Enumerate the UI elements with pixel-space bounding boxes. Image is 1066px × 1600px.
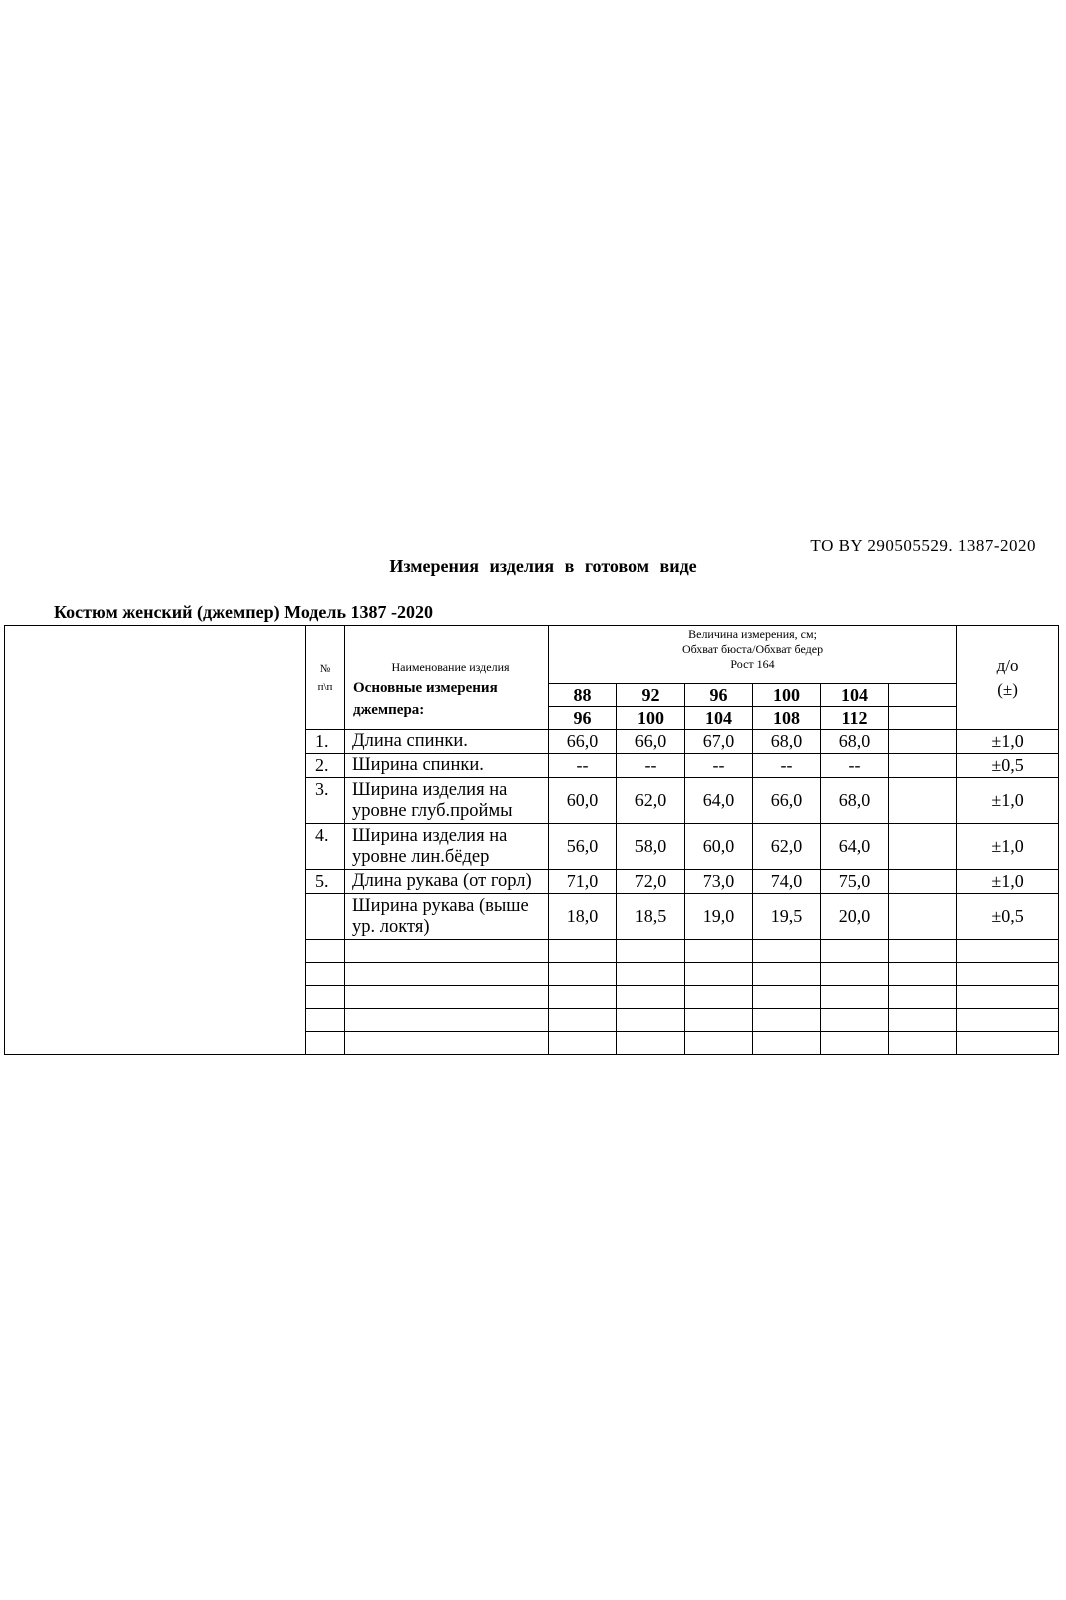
header-row-group — [5, 626, 1059, 684]
measurement-value: 74,0 — [753, 870, 821, 894]
measurement-name: Ширина рукава (выше ур. локтя) — [345, 894, 549, 940]
measurement-value — [889, 986, 957, 1009]
measurement-value — [753, 940, 821, 963]
header-name-caption: Наименование изделия — [391, 660, 510, 675]
measurement-value — [685, 1008, 753, 1031]
measurement-value — [685, 940, 753, 963]
measurement-value: 18,0 — [549, 894, 617, 940]
model-title: Костюм женский (джемпер) Модель 1387 -2020 — [54, 602, 434, 622]
header-name-main-2: джемпера: — [353, 702, 425, 719]
header-tolerance-line-2: (±) — [997, 679, 1018, 699]
measurement-value — [821, 963, 889, 986]
size-bust-cell: 88 — [549, 684, 617, 707]
row-number: 2. — [306, 754, 345, 778]
measurement-value — [753, 986, 821, 1009]
tolerance-value — [957, 1031, 1059, 1054]
measurement-value: 64,0 — [821, 824, 889, 870]
measurement-value: 67,0 — [685, 730, 753, 754]
measurement-value — [685, 986, 753, 1009]
measurement-value — [889, 730, 957, 754]
measurement-value — [617, 986, 685, 1009]
measurement-value — [617, 1008, 685, 1031]
measurement-value — [821, 1031, 889, 1054]
measurement-value — [685, 963, 753, 986]
tolerance-value: ±0,5 — [957, 894, 1059, 940]
measurement-value — [889, 963, 957, 986]
measurement-value: 19,0 — [685, 894, 753, 940]
measurement-value: 73,0 — [685, 870, 753, 894]
measurement-value — [549, 1008, 617, 1031]
header-name — [345, 626, 549, 730]
measurement-name — [345, 940, 549, 963]
measurement-name: Ширина спинки. — [345, 754, 549, 778]
row-number: 1. — [306, 730, 345, 754]
row-number — [306, 940, 345, 963]
measurement-name: Длина рукава (от горл) — [345, 870, 549, 894]
row-number — [306, 963, 345, 986]
measurement-value: 19,5 — [753, 894, 821, 940]
header-num-line-2: п\п — [317, 680, 333, 693]
size-hips-cell: 96 — [549, 707, 617, 730]
measurement-value — [753, 1031, 821, 1054]
tolerance-value — [957, 963, 1059, 986]
measurement-value: 66,0 — [617, 730, 685, 754]
measurement-value: 68,0 — [821, 778, 889, 824]
measurement-value — [889, 1008, 957, 1031]
header-measurement-group — [549, 626, 957, 684]
measurement-value: 66,0 — [549, 730, 617, 754]
measurement-value: -- — [821, 754, 889, 778]
header-tolerance — [957, 626, 1059, 730]
measurement-value: -- — [617, 754, 685, 778]
header-group-line-1: Величина измерения, см; — [688, 627, 817, 641]
size-hips-cell: 108 — [753, 707, 821, 730]
size-hips-cell: 100 — [617, 707, 685, 730]
measurement-name — [345, 986, 549, 1009]
measurement-value: 68,0 — [753, 730, 821, 754]
row-number — [306, 986, 345, 1009]
measurement-value — [889, 1031, 957, 1054]
document-title: Измерения изделия в готовом виде — [389, 556, 697, 576]
measurement-value: 18,5 — [617, 894, 685, 940]
header-group-line-3: Рост 164 — [730, 657, 775, 671]
measurement-value — [889, 894, 957, 940]
size-bust-cell: 104 — [821, 684, 889, 707]
row-number: 4. — [306, 824, 345, 870]
measurement-value: 56,0 — [549, 824, 617, 870]
standard-reference: ТО BY 290505529. 1387-2020 — [810, 536, 1036, 555]
measurement-value — [889, 778, 957, 824]
size-bust-cell: 92 — [617, 684, 685, 707]
measurement-value: 60,0 — [549, 778, 617, 824]
measurement-value: 62,0 — [617, 778, 685, 824]
header-tolerance-line-1: д/о — [996, 655, 1019, 675]
header-num — [306, 626, 345, 730]
measurement-value: 20,0 — [821, 894, 889, 940]
tolerance-value: ±1,0 — [957, 778, 1059, 824]
row-number — [306, 894, 345, 940]
measurement-value: 72,0 — [617, 870, 685, 894]
tolerance-value: ±1,0 — [957, 870, 1059, 894]
measurements-table — [4, 625, 1059, 1055]
measurement-name: Ширина изделия на уровне лин.бёдер — [345, 824, 549, 870]
measurement-value: -- — [549, 754, 617, 778]
tolerance-value — [957, 1008, 1059, 1031]
tolerance-value — [957, 986, 1059, 1009]
measurement-value: 71,0 — [549, 870, 617, 894]
header-name-main-1: Основные измерения — [353, 680, 498, 697]
measurement-name: Длина спинки. — [345, 730, 549, 754]
row-number — [306, 1008, 345, 1031]
measurement-value — [549, 963, 617, 986]
tolerance-value — [957, 940, 1059, 963]
measurement-value — [617, 940, 685, 963]
measurement-value — [617, 963, 685, 986]
size-hips-cell — [889, 707, 957, 730]
measurement-value: 58,0 — [617, 824, 685, 870]
measurement-value — [617, 1031, 685, 1054]
measurement-value — [889, 824, 957, 870]
size-bust-cell — [889, 684, 957, 707]
measurement-name — [345, 1008, 549, 1031]
measurement-value — [889, 870, 957, 894]
measurement-value — [821, 940, 889, 963]
measurement-name — [345, 963, 549, 986]
size-bust-cell: 96 — [685, 684, 753, 707]
measurement-value — [685, 1031, 753, 1054]
row-number: 3. — [306, 778, 345, 824]
measurement-value — [821, 1008, 889, 1031]
measurement-value: 64,0 — [685, 778, 753, 824]
size-bust-cell: 100 — [753, 684, 821, 707]
size-hips-cell: 104 — [685, 707, 753, 730]
size-hips-cell: 112 — [821, 707, 889, 730]
row-number: 5. — [306, 870, 345, 894]
measurement-name: Ширина изделия на уровне глуб.проймы — [345, 778, 549, 824]
measurement-value: -- — [753, 754, 821, 778]
blank-left-panel — [5, 626, 306, 1055]
measurement-value: 75,0 — [821, 870, 889, 894]
measurement-value — [753, 1008, 821, 1031]
measurement-value — [889, 754, 957, 778]
header-num-line-1: № — [319, 662, 331, 675]
row-number — [306, 1031, 345, 1054]
tolerance-value: ±1,0 — [957, 730, 1059, 754]
measurement-name — [345, 1031, 549, 1054]
measurement-value: 68,0 — [821, 730, 889, 754]
measurement-value — [889, 940, 957, 963]
header-group-line-2: Обхват бюста/Обхват бедер — [681, 642, 824, 656]
measurement-value: -- — [685, 754, 753, 778]
measurement-value: 60,0 — [685, 824, 753, 870]
measurement-value — [549, 986, 617, 1009]
measurement-value — [821, 986, 889, 1009]
measurement-value: 62,0 — [753, 824, 821, 870]
measurement-value — [753, 963, 821, 986]
measurement-value: 66,0 — [753, 778, 821, 824]
measurement-value — [549, 1031, 617, 1054]
tolerance-value: ±1,0 — [957, 824, 1059, 870]
measurement-value — [549, 940, 617, 963]
tolerance-value: ±0,5 — [957, 754, 1059, 778]
